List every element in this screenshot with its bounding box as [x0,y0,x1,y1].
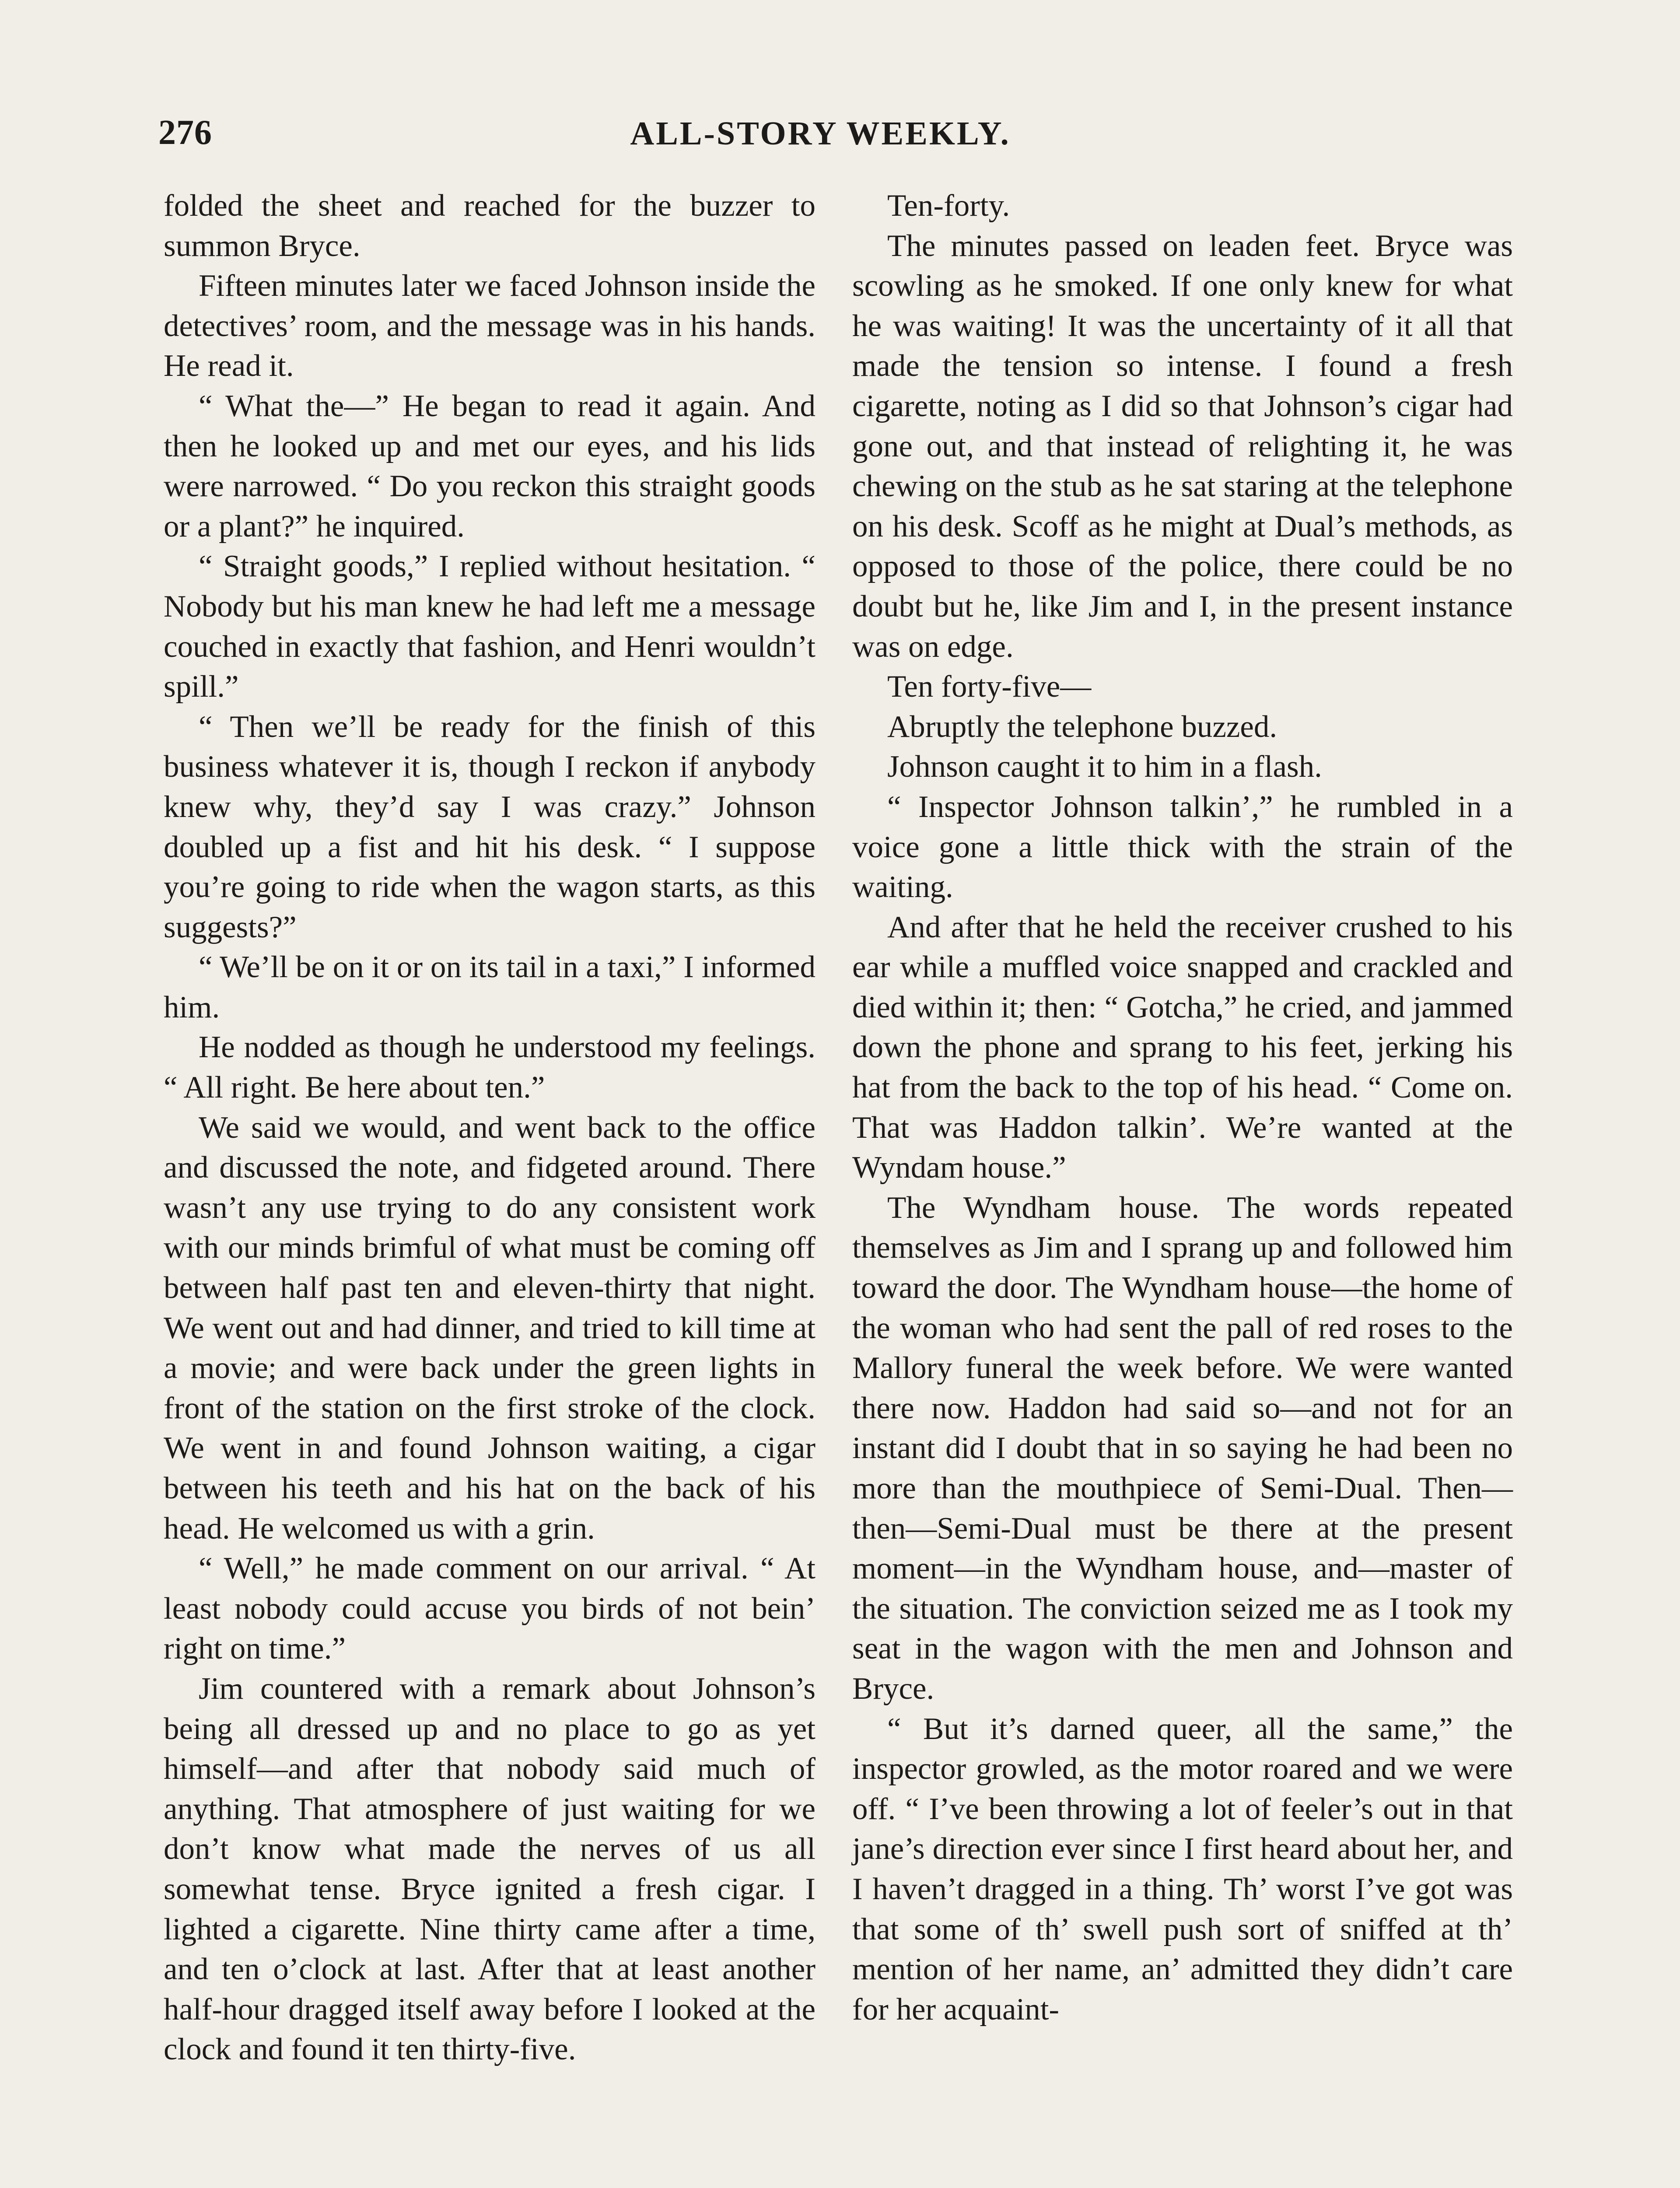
paragraph: We said we would, and went back to the office and discussed the note, and fidgeted around. There wasn’t any use trying to do any consistent work with our minds brimful of what must be coming off between half past ten and eleven-thirty that night. We went out and had dinner, and tried to kill time at a movie; and were back under the green lights in front of the station on the first stroke of the clock. We went in and found Johnson waiting, a cigar between his teeth and his hat on the back of his head. He welcomed us with a grin. [164,1110,816,1546]
paragraph: “ But it’s darned queer, all the same,” the inspector growled, as the motor roared and we were off. “ I’ve been throwing a lot of feeler’s out in that jane’s direction ever since I first heard about her, and I haven’t dragged in a thing. Th’ worst I’ve got was that some of th’ swell push sort of sniffed at th’ mention of her name, an’ admitted they didn’t care for her acquaint- [852,1711,1513,2027]
paragraph: folded the sheet and reached for the buzzer to summon Bryce. [164,189,816,263]
page-number: 276 [158,113,212,152]
paragraph: “ Well,” he made comment on our arrival. “ At least nobody could accuse you birds of not bein’ right on time.” [164,1551,816,1666]
running-head: ALL-STORY WEEKLY. [630,115,1011,152]
paragraph: Johnson caught it to him in a flash. [887,750,1322,784]
paragraph: Abruptly the telephone buzzed. [887,709,1278,744]
paragraph: He nodded as though he understood my feelings. “ All right. Be here about ten.” [164,1030,816,1105]
paragraph: “ What the—” He began to read it again. And then he looked up and met our eyes, and his lids were narrowed. “ Do you reckon this straight goods or a plant?” he inquired. [164,389,816,543]
left-column [164,186,816,2070]
paragraph: The Wyndham house. The words repeated themselves as Jim and I sprang up and followed him toward the door. The Wyndham house—the home of the woman who had sent the pall of red roses to the Mallory funeral the week before. We were wanted there now. Haddon had said so—and not for an instant did I doubt that in so saying he had been no more than the mouthpiece of Semi-Dual. Then—then—Semi-Dual must be there at the present moment—in the Wyndham house, and—master of the situation. The conviction seized me as I took my seat in the wagon with the men and Johnson and Bryce. [852,1190,1513,1706]
paragraph: “ Then we’ll be ready for the finish of this business whatever it is, though I reckon if anybody knew why, they’d say I was crazy.” Johnson doubled up a fist and hit his desk. “ I suppose you’re going to ride when the wagon starts, as this suggests?” [164,709,816,944]
paragraph: “ Inspector Johnson talkin’,” he rumbled in a voice gone a little thick with the strain of the waiting. [852,789,1513,905]
paragraph: Ten forty-five— [887,670,1092,704]
paragraph: “ Straight goods,” I replied without hesitation. “ Nobody but his man knew he had left me a message couched in exactly that fashion, and Henri wouldn’t spill.” [164,549,816,704]
paragraph: “ We’ll be on it or on its tail in a taxi,” I informed him. [164,950,816,1024]
paragraph: Jim countered with a remark about Johnson’s being all dressed up and no place to go as yet himself—and after that nobody said much of anything. That atmosphere of just waiting for we don’t know what made the nerves of us all somewhat tense. Bryce ignited a fresh cigar. I lighted a cigarette. Nine thirty came after a time, and ten o’clock at last. After that at least another half-hour dragged itself away before I looked at the clock and found it ten thirty-five. [164,1671,816,2067]
paragraph: Fifteen minutes later we faced Johnson inside the detectives’ room, and the message was in his hands. He read it. [164,269,816,383]
paragraph: Ten-forty. [887,189,1010,223]
paragraph: The minutes passed on leaden feet. Bryce was scowling as he smoked. If one only knew for what he was waiting! It was the uncertainty of it all that made the tension so intense. I found a fresh cigarette, noting as I did so that Johnson’s cigar had gone out, and that instead of relighting it, he was chewing on the stub as he sat staring at the telephone on his desk. Scoff as he might at Dual’s methods, as opposed to those of the police, there could be no doubt but he, like Jim and I, in the present instance was on edge. [852,228,1513,664]
paragraph: And after that he held the receiver crushed to his ear while a muffled voice snapped and crackled and died within it; then: “ Gotcha,” he cried, and jammed down the phone and sprang to his feet, jerking his hat from the back to the top of his head. “ Come on. That was Haddon talkin’. We’re wanted at the Wyndam house.” [852,910,1513,1185]
right-column [852,186,1513,2030]
